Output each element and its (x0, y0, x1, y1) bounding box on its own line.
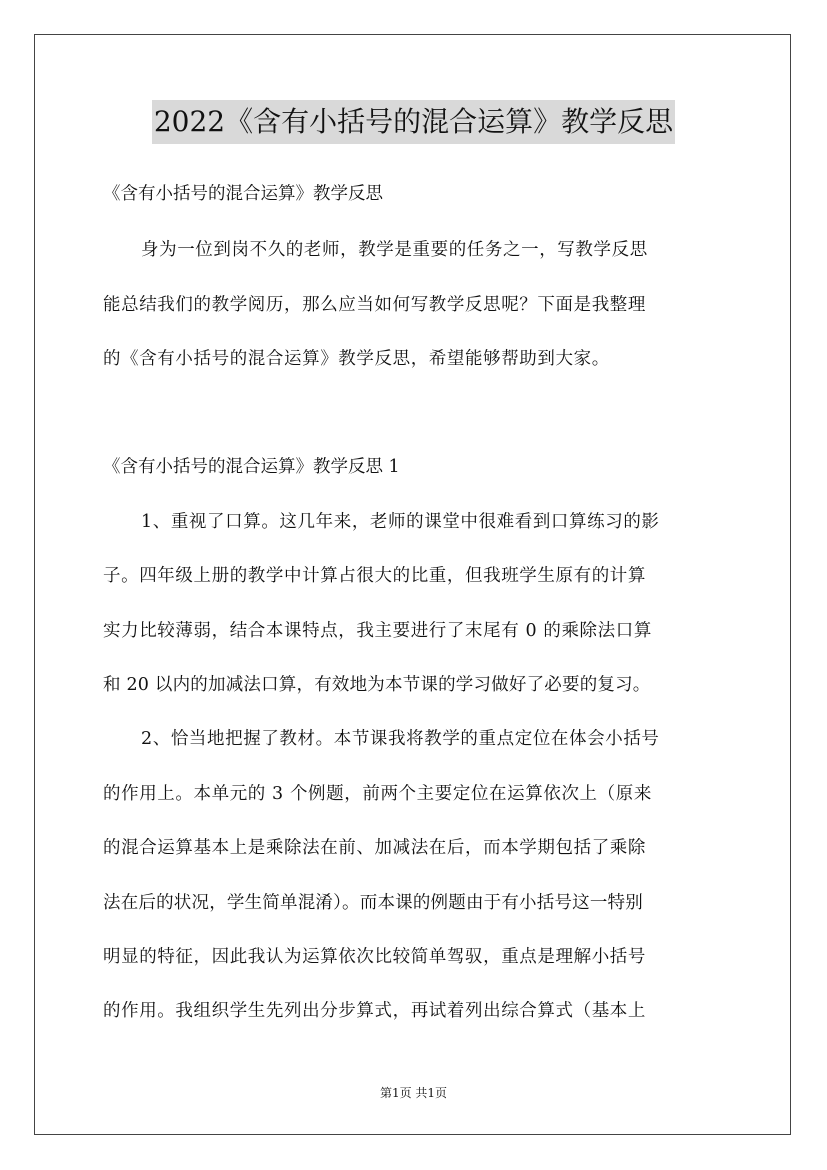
para2-line: 的混合运算基本上是乘除法在前、加减法在后，而本学期包括了乘除 (103, 838, 646, 858)
intro-line: 能总结我们的教学阅历，那么应当如何写教学反思呢？下面是我整理 (103, 295, 646, 315)
para2-line: 明显的特征，因此我认为运算依次比较简单驾驭，重点是理解小括号 (103, 947, 646, 967)
para2-line: 的作用上。本单元的 3 个例题，前两个主要定位在运算依次上（原来 (103, 784, 652, 804)
para2-line: 的作用。我组织学生先列出分步算式，再试着列出综合算式（基本上 (103, 1001, 646, 1021)
para1-line: 和 20 以内的加减法口算，有效地为本节课的学习做好了必要的复习。 (103, 675, 651, 695)
document-title (0, 100, 827, 144)
para2-line: 2、恰当地把握了教材。本节课我将教学的重点定位在体会小括号 (141, 729, 660, 749)
intro-line: 身为一位到岗不久的老师，教学是重要的任务之一，写教学反思 (141, 240, 648, 260)
para1-line: 子。四年级上册的教学中计算占很大的比重，但我班学生原有的计算 (103, 566, 646, 586)
section-heading: 《含有小括号的混合运算》教学反思 1 (103, 457, 400, 477)
document-subtitle: 《含有小括号的混合运算》教学反思 (103, 184, 383, 204)
para1-line: 1、重视了口算。这几年来，老师的课堂中很难看到口算练习的影 (141, 512, 660, 532)
document-title-text: 2022《含有小括号的混合运算》教学反思 (152, 100, 675, 144)
para2-line: 法在后的状况，学生简单混淆）。而本课的例题由于有小括号这一特别 (103, 893, 643, 913)
page-footer: 第1页 共1页 (379, 1086, 448, 1100)
para1-line: 实力比较薄弱，结合本课特点，我主要进行了末尾有 0 的乘除法口算 (103, 621, 652, 641)
intro-line: 的《含有小括号的混合运算》教学反思，希望能够帮助到大家。 (103, 349, 610, 369)
